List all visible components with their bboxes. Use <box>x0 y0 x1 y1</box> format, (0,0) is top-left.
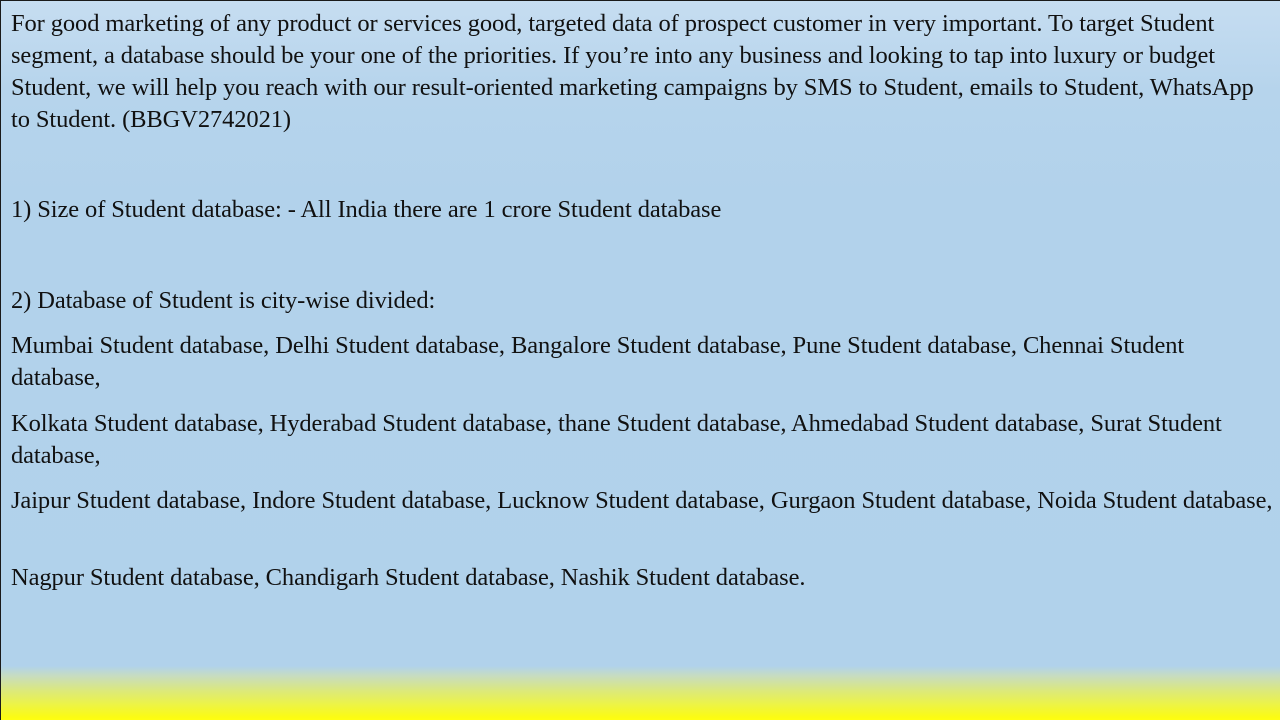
database-size-point: 1) Size of Student database: - All India there are 1 crore Student database <box>11 196 722 223</box>
intro-paragraph: For good marketing of any product or services good, targeted data of prospect customer in very important. To target Student segment, a database should be your one of the priorities. If you’re into any business and looking to tap into luxury or budget Student, we will help you reach with our result-oriented marketing campaigns by SMS to Student, emails to Student, WhatsApp to Student. (BBGV2742021) <box>11 10 1254 133</box>
city-wise-heading: 2) Database of Student is city-wise divided: <box>11 287 436 314</box>
city-list-line: Jaipur Student database, Indore Student database, Lucknow Student database, Gurgaon Student database, Noida Student database, <box>11 487 1273 514</box>
city-list-line: Kolkata Student database, Hyderabad Student database, thane Student database, Ahmedabad Student database, Surat Student database, <box>11 410 1222 469</box>
city-list-line: Nagpur Student database, Chandigarh Student database, Nashik Student database. <box>11 564 806 591</box>
city-list-line: Mumbai Student database, Delhi Student database, Bangalore Student database, Pune Student database, Chennai Student database, <box>11 332 1185 391</box>
